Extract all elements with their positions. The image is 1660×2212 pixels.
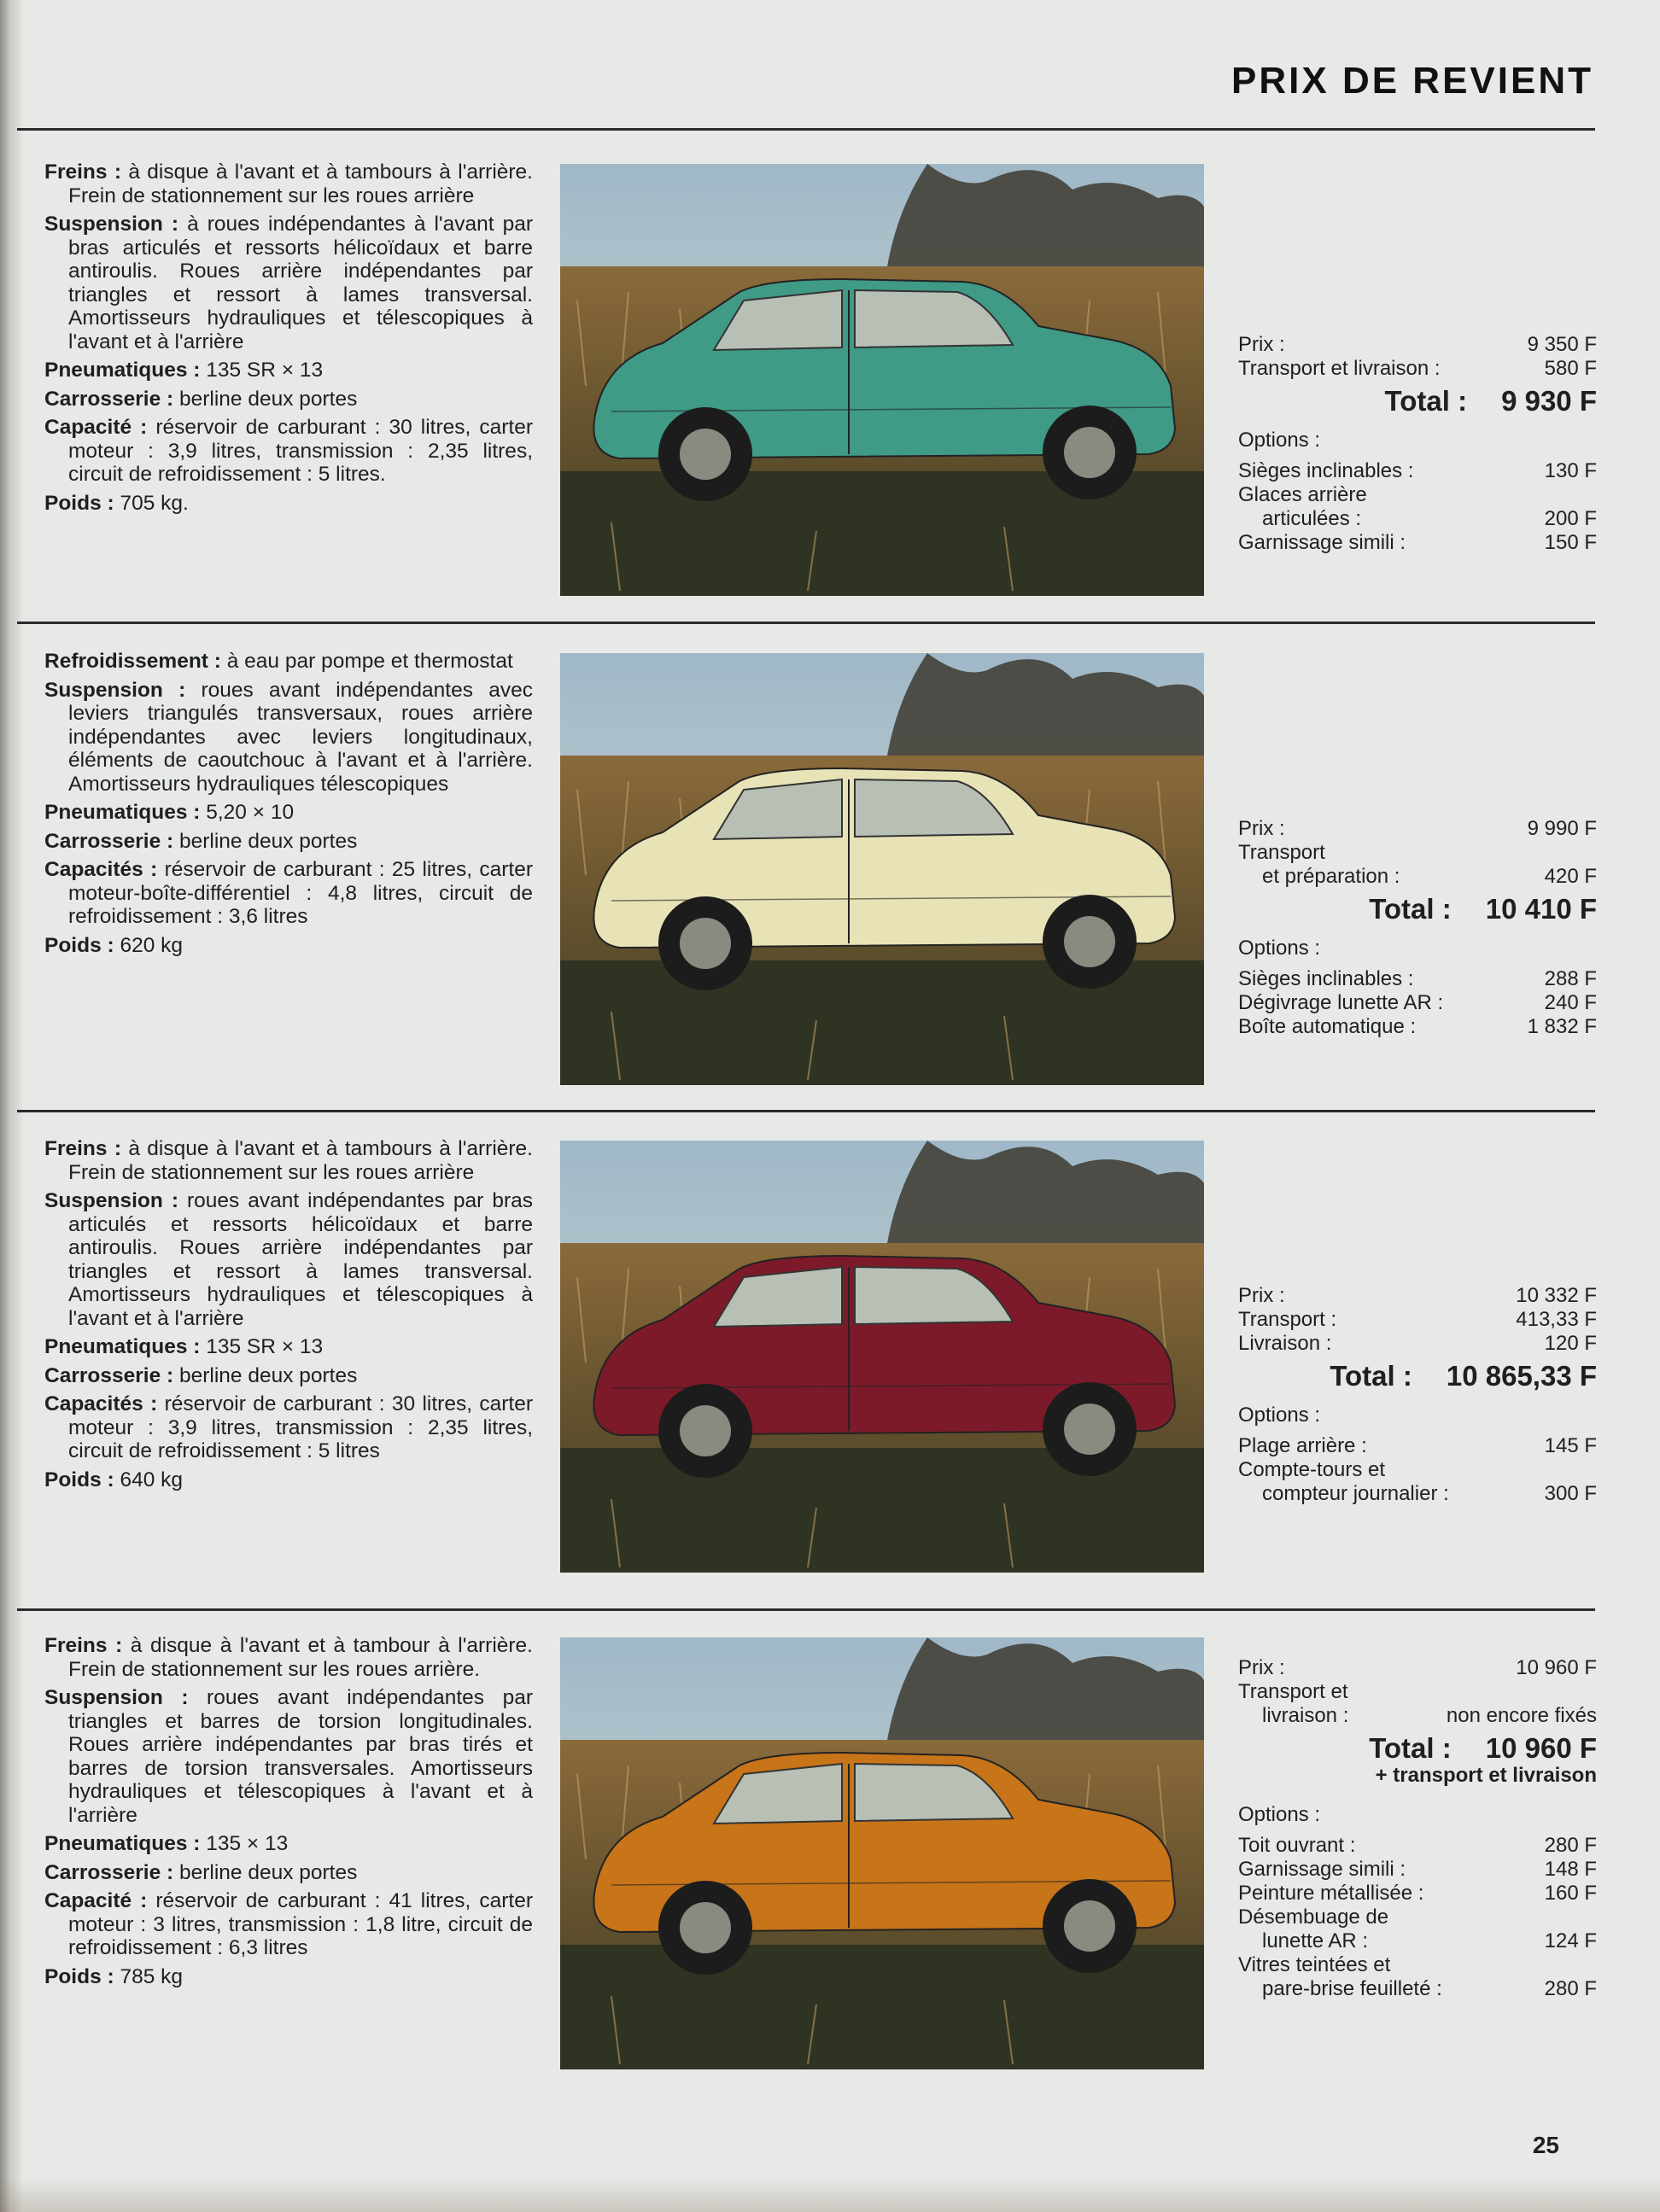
price-value: 280 F <box>1544 1834 1597 1857</box>
price-label <box>1238 1953 1545 2001</box>
price-label-line: Transport et <box>1238 1680 1348 1703</box>
price-value: 145 F <box>1544 1434 1597 1457</box>
price-label <box>1238 1680 1447 1728</box>
car-photo <box>560 1141 1204 1573</box>
spec-text: 785 kg <box>114 1964 184 1988</box>
spec-text: 135 SR × 13 <box>200 1335 324 1358</box>
spec-item <box>44 388 533 411</box>
car-section <box>0 627 1660 1106</box>
spec-label: Capacité : <box>44 1889 148 1912</box>
spec-label: Suspension : <box>44 1686 189 1709</box>
spec-label: Capacité : <box>44 416 148 439</box>
car-photo-illustration <box>560 1141 1204 1573</box>
total-value: 9 930 F <box>1501 385 1597 417</box>
total-label: Total : <box>1330 1360 1412 1392</box>
spec-item <box>44 1392 533 1463</box>
spec-item <box>44 1889 533 1960</box>
spec-text: à eau par pompe et thermostat <box>220 650 513 673</box>
spec-text: à disque à l'avant et à tambours à l'arrière. Frein de stationnement sur les roues arrière <box>68 161 533 207</box>
spec-label: Poids : <box>44 491 114 515</box>
price-label <box>1238 1858 1545 1882</box>
price-label <box>1238 459 1545 483</box>
spec-text: berline deux portes <box>173 387 358 411</box>
page-number: 25 <box>1532 2132 1559 2158</box>
price-value: non encore fixés <box>1446 1704 1597 1727</box>
spec-item <box>44 213 533 353</box>
price-label-line: Plage arrière : <box>1238 1434 1367 1457</box>
price-label-line: Peinture métallisée : <box>1238 1882 1424 1905</box>
spec-list <box>44 1137 533 1497</box>
price-label-line: Transport : <box>1238 1308 1337 1331</box>
price-label-line: Boîte automatique : <box>1238 1015 1417 1038</box>
spec-text: 5,20 × 10 <box>200 801 295 824</box>
price-label <box>1238 967 1545 991</box>
price-row <box>1238 357 1597 381</box>
total-row <box>1238 1732 1597 1764</box>
price-label-line: Prix : <box>1238 817 1285 840</box>
price-value: 580 F <box>1544 357 1597 380</box>
car-section <box>0 1615 1660 2093</box>
price-label-line: Vitres teintées et <box>1238 1953 1391 1976</box>
car-photo-illustration <box>560 164 1204 596</box>
spec-text: 705 kg. <box>114 491 189 515</box>
price-value: 9 350 F <box>1527 333 1597 356</box>
car-photo <box>560 653 1204 1085</box>
price-label-line: Prix : <box>1238 1656 1285 1679</box>
option-row <box>1238 1953 1597 2001</box>
spec-label: Freins : <box>44 1137 122 1160</box>
price-label <box>1238 1308 1516 1332</box>
spec-text: réservoir de carburant : 25 litres, carter moteur-boîte-différentiel : 4,8 litres, circuit de refroidissement : 3,6 litres <box>68 858 533 928</box>
price-row <box>1238 1308 1597 1332</box>
spec-label: Pneumatiques : <box>44 1832 201 1855</box>
page-title: PRIX DE REVIENT <box>1231 60 1593 102</box>
price-label <box>1238 333 1528 357</box>
spec-label: Carrosserie : <box>44 829 174 853</box>
option-row <box>1238 1882 1597 1906</box>
spec-text: berline deux portes <box>173 1363 358 1387</box>
spec-label: Carrosserie : <box>44 387 174 411</box>
total-row <box>1238 1360 1597 1392</box>
spec-list <box>44 161 533 520</box>
price-label-line: Désembuage de <box>1238 1906 1389 1929</box>
price-label <box>1238 1015 1528 1039</box>
price-value: 120 F <box>1544 1332 1597 1355</box>
spec-item <box>44 650 533 674</box>
price-label <box>1238 531 1545 555</box>
price-label <box>1238 1332 1545 1356</box>
price-label <box>1238 1458 1545 1506</box>
option-row <box>1238 1834 1597 1858</box>
spec-text: à disque à l'avant et à tambour à l'arrière. Frein de stationnement sur les roues arrière. <box>68 1634 533 1681</box>
option-row <box>1238 1434 1597 1458</box>
car-photo <box>560 1637 1204 2069</box>
price-row <box>1238 333 1597 357</box>
spec-item <box>44 1137 533 1184</box>
price-value: 10 332 F <box>1516 1284 1597 1307</box>
spec-text: réservoir de carburant : 30 litres, carter moteur : 3,9 litres, transmission : 2,35 litres, circuit de refroidissement : 5 litres. <box>68 416 533 486</box>
option-row <box>1238 967 1597 991</box>
price-value: 240 F <box>1544 991 1597 1014</box>
price-label-line: et préparation : <box>1262 865 1400 888</box>
spec-label: Suspension : <box>44 678 186 702</box>
price-block <box>1238 1284 1597 1506</box>
price-value: 160 F <box>1544 1882 1597 1905</box>
option-row <box>1238 1458 1597 1506</box>
price-value: 288 F <box>1544 967 1597 990</box>
spec-item <box>44 830 533 854</box>
car-photo-illustration <box>560 1637 1204 2069</box>
spec-item <box>44 416 533 487</box>
spec-label: Refroidissement : <box>44 650 221 673</box>
price-label-line: Livraison : <box>1238 1332 1332 1355</box>
total-value: 10 865,33 F <box>1446 1360 1597 1392</box>
spec-list <box>44 650 533 962</box>
spec-item <box>44 492 533 516</box>
price-label-line: Dégivrage lunette AR : <box>1238 991 1444 1014</box>
options-title: Options : <box>1238 1803 1321 1826</box>
spec-text: roues avant indépendantes avec leviers triangulés transversaux, roues arrière indépendantes avec leviers longitudinaux, éléments de caoutchouc à l'avant et à l'arrière. Amortisseurs hydrauliques télescopiques <box>68 678 533 796</box>
price-label-line: Garnissage simili : <box>1238 531 1406 554</box>
price-row <box>1238 1680 1597 1728</box>
price-label <box>1238 1284 1516 1308</box>
price-label-line: Garnissage simili : <box>1238 1858 1406 1881</box>
spec-label: Freins : <box>44 161 122 184</box>
spec-item <box>44 1189 533 1330</box>
spec-label: Capacités : <box>44 858 158 881</box>
price-label-line: Toit ouvrant : <box>1238 1834 1356 1857</box>
price-label <box>1238 991 1545 1015</box>
spec-label: Pneumatiques : <box>44 801 201 824</box>
option-row <box>1238 1906 1597 1953</box>
car-photo-illustration <box>560 653 1204 1085</box>
spec-item <box>44 1364 533 1388</box>
spec-item <box>44 679 533 797</box>
price-value: 150 F <box>1544 531 1597 554</box>
option-row <box>1238 1015 1597 1039</box>
spec-list <box>44 1634 533 1993</box>
options-title: Options : <box>1238 937 1321 960</box>
spec-label: Poids : <box>44 1468 114 1491</box>
price-label <box>1238 1882 1545 1906</box>
price-value: 413,33 F <box>1516 1308 1597 1331</box>
price-value: 280 F <box>1544 1977 1597 2000</box>
price-label-line: Sièges inclinables : <box>1238 459 1414 482</box>
option-row <box>1238 991 1597 1015</box>
price-value: 420 F <box>1544 865 1597 888</box>
option-row <box>1238 1858 1597 1882</box>
spec-text: roues avant indépendantes par bras articulés et ressorts hélicoïdaux et barre antiroulis. Roues arrière indépendantes par triangles et ressort à lames transversal. Amortisseurs hydrauliques et télescopiques à l'avant et à l'arrière <box>68 1189 533 1330</box>
price-value: 300 F <box>1544 1482 1597 1505</box>
spec-text: réservoir de carburant : 41 litres, carter moteur : 3 litres, transmission : 1,8 litre, circuit de refroidissement : 6,3 litres <box>68 1889 533 1959</box>
price-value: 10 960 F <box>1516 1656 1597 1679</box>
price-label-line: Prix : <box>1238 1284 1285 1307</box>
spec-label: Pneumatiques : <box>44 1335 201 1358</box>
spec-text: à disque à l'avant et à tambours à l'arrière. Frein de stationnement sur les roues arrière <box>68 1137 533 1184</box>
price-block <box>1238 1656 1597 2001</box>
total-label: Total : <box>1384 385 1468 417</box>
price-label-line: Prix : <box>1238 333 1285 356</box>
section-divider <box>17 1608 1595 1611</box>
spec-item <box>44 934 533 958</box>
total-value: 10 960 F <box>1485 1732 1597 1764</box>
total-value: 10 410 F <box>1485 893 1597 925</box>
spec-text: berline deux portes <box>173 1860 358 1884</box>
spec-item <box>44 1634 533 1681</box>
total-row <box>1238 893 1597 925</box>
price-value: 148 F <box>1544 1858 1597 1881</box>
price-row <box>1238 1332 1597 1356</box>
total-label: Total : <box>1369 1732 1452 1764</box>
spec-item <box>44 1832 533 1856</box>
price-label-line: compteur journalier : <box>1262 1482 1449 1505</box>
spec-label: Poids : <box>44 933 114 957</box>
spec-item <box>44 1686 533 1827</box>
spec-label: Carrosserie : <box>44 1860 174 1884</box>
price-value: 9 990 F <box>1527 817 1597 840</box>
price-label <box>1238 841 1545 889</box>
price-label <box>1238 1434 1545 1458</box>
option-row <box>1238 459 1597 483</box>
spec-text: 640 kg <box>114 1468 184 1491</box>
spec-item <box>44 1861 533 1885</box>
price-row <box>1238 1284 1597 1308</box>
spec-item <box>44 161 533 207</box>
option-row <box>1238 483 1597 531</box>
price-value: 124 F <box>1544 1929 1597 1952</box>
spec-label: Carrosserie : <box>44 1363 174 1387</box>
total-label: Total : <box>1369 893 1452 925</box>
car-section <box>0 1117 1660 1595</box>
spec-text: à roues indépendantes à l'avant par bras articulés et ressorts hélicoïdaux et barre antiroulis. Roues arrière indépendantes par triangles et ressort à lames transversal. Amortisseurs hydrauliques et télescopiques à l'avant et à l'arrière <box>68 213 533 353</box>
price-label-line: Glaces arrière <box>1238 483 1367 506</box>
spec-text: 620 kg <box>114 933 184 957</box>
spec-label: Pneumatiques : <box>44 359 201 382</box>
car-photo <box>560 164 1204 596</box>
option-row <box>1238 531 1597 555</box>
spec-label: Capacités : <box>44 1392 158 1415</box>
page-bottom-shadow <box>0 2178 1660 2212</box>
options-title: Options : <box>1238 1404 1321 1427</box>
spec-label: Poids : <box>44 1964 114 1988</box>
spec-item <box>44 1965 533 1989</box>
spec-text: 135 × 13 <box>200 1832 289 1855</box>
total-note: + transport et livraison <box>1375 1764 1597 1787</box>
price-label-line: pare-brise feuilleté : <box>1262 1977 1442 2000</box>
car-section <box>0 137 1660 615</box>
price-label <box>1238 1656 1516 1680</box>
price-label-line: articulées : <box>1262 507 1362 530</box>
price-label <box>1238 1906 1545 1953</box>
price-value: 200 F <box>1544 507 1597 530</box>
price-label-line: livraison : <box>1262 1704 1349 1727</box>
price-value: 1 832 F <box>1527 1015 1597 1038</box>
spec-item <box>44 801 533 825</box>
price-label-line: Compte-tours et <box>1238 1458 1386 1481</box>
price-label-line: Transport <box>1238 841 1325 864</box>
price-label <box>1238 1834 1545 1858</box>
spec-item <box>44 1468 533 1492</box>
price-block <box>1238 817 1597 1039</box>
price-row <box>1238 841 1597 889</box>
price-label-line: Sièges inclinables : <box>1238 967 1414 990</box>
section-divider <box>17 622 1595 624</box>
price-label-line: lunette AR : <box>1262 1929 1369 1952</box>
spec-label: Suspension : <box>44 1189 178 1212</box>
spec-item <box>44 858 533 929</box>
spec-text: réservoir de carburant : 30 litres, carter moteur : 3,9 litres, transmission : 2,35 litres, circuit de refroidissement : 5 litres <box>68 1392 533 1462</box>
spec-text: roues avant indépendantes par triangles et barres de torsion longitudinales. Roues arrière indépendantes par bras tirés et barres de torsion transversales. Amortisseurs hydrauliques et télescopiques à l'avant et à l'arrière <box>68 1686 533 1827</box>
spec-text: berline deux portes <box>173 829 358 853</box>
price-block <box>1238 333 1597 555</box>
section-divider <box>17 1110 1595 1112</box>
spec-label: Freins : <box>44 1634 123 1657</box>
spec-text: 135 SR × 13 <box>200 359 324 382</box>
price-label-line: Transport et livraison : <box>1238 357 1441 380</box>
price-label <box>1238 483 1545 531</box>
header-rule <box>17 128 1595 131</box>
price-label <box>1238 817 1528 841</box>
total-row <box>1238 385 1597 417</box>
price-row <box>1238 817 1597 841</box>
price-value: 130 F <box>1544 459 1597 482</box>
spec-item <box>44 1335 533 1359</box>
spec-item <box>44 359 533 382</box>
price-label <box>1238 357 1545 381</box>
options-title: Options : <box>1238 429 1321 452</box>
spec-label: Suspension : <box>44 213 179 236</box>
price-row <box>1238 1656 1597 1680</box>
